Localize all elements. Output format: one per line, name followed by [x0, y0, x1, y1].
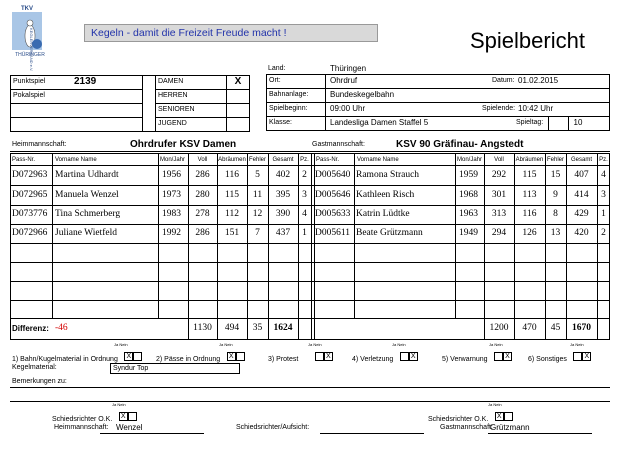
check-nein-box[interactable]: X: [503, 352, 512, 361]
klasse-label: Klasse:: [269, 119, 292, 126]
spielende-value: 10:42 Uhr: [518, 104, 554, 113]
col-abr-home: Abräumen: [218, 157, 246, 163]
home-pass: D072963: [12, 170, 48, 180]
datum-label: Datum:: [492, 77, 515, 84]
guest-voll: 301: [491, 190, 507, 200]
home-name: Juliane Wietfeld: [55, 228, 117, 238]
guest-year: 1949: [459, 228, 478, 238]
home-team-name: Ohrdrufer KSV Damen: [130, 139, 237, 150]
guest-sign-label: Gastmannschaft:: [440, 424, 493, 431]
home-fehler: 5: [255, 170, 260, 180]
home-year: 1956: [162, 170, 181, 180]
check-label: 2) Pässe in Ordnung: [156, 356, 221, 363]
home-total-fehler: 35: [252, 323, 263, 333]
home-fehler: 7: [255, 228, 260, 238]
referee-ok-label: Schiedsrichter O.K.: [52, 416, 113, 423]
land-label: Land:: [268, 65, 286, 72]
col-voll-home: Voll: [197, 157, 208, 163]
referee-nein-box[interactable]: [128, 412, 137, 421]
home-name: Manuela Wenzel: [55, 190, 119, 200]
guest-pz: 3: [601, 190, 606, 200]
logo-sub: THÜRINGER: [15, 52, 45, 58]
difference-value: -46: [55, 323, 68, 333]
col-voll-guest: Voll: [494, 157, 504, 163]
home-sign-label: Heimmannschaft:: [54, 424, 109, 431]
col-fehler-guest: Fehler: [546, 157, 564, 163]
col-gesamt-guest: Gesamt: [570, 157, 592, 163]
guest-fehler: 8: [553, 209, 558, 219]
logo: [10, 6, 62, 72]
category-damen-mark: X: [234, 76, 242, 87]
home-pz: 3: [302, 190, 307, 200]
guest-voll: 294: [491, 228, 507, 238]
guest-voll: 292: [491, 170, 507, 180]
home-abr: 112: [225, 209, 239, 219]
guest-total-fehler: 45: [550, 323, 561, 333]
guest-team-label: Gastmannschaft:: [312, 141, 365, 148]
ja-nein-header: Ja Nein: [112, 402, 126, 407]
col-year-guest: Mon/Jahr: [457, 157, 483, 163]
home-total-gesamt: 1624: [273, 323, 293, 333]
col-name-home: Vorname Name: [55, 157, 97, 163]
col-pz-home: Pz.: [300, 157, 309, 163]
page-title: Spielbericht: [470, 28, 585, 53]
col-pass-guest: Pass-Nr.: [316, 157, 340, 163]
home-pz: 4: [302, 209, 307, 219]
col-gesamt-home: Gesamt: [272, 157, 294, 163]
check-label: 6) Sonstiges: [528, 356, 567, 363]
home-total-voll: 1130: [193, 323, 212, 333]
spieltag-label: Spieltag:: [516, 119, 544, 126]
guest-pz: 4: [601, 170, 606, 180]
col-abr-guest: Abräumen: [515, 157, 544, 163]
punktspiel-value: 2139: [74, 76, 97, 87]
punktspiel-label: Punktspiel: [13, 78, 46, 85]
home-gesamt: 402: [275, 170, 291, 180]
ja-nein-header: Ja Nein: [392, 342, 406, 347]
home-gesamt: 390: [275, 209, 291, 219]
logo-side: KEGLERVERBAND e.V.: [29, 28, 34, 72]
ja-nein-header: Ja Nein: [488, 402, 502, 407]
guest-team-name: KSV 90 Gräfinau- Angstedt: [396, 139, 524, 150]
guest-name: Beate Grützmann: [356, 228, 423, 238]
guest-pass: D005646: [315, 190, 351, 200]
check-item: [12, 343, 142, 361]
ja-nein-header: Ja Nein: [219, 342, 233, 347]
home-pass: D073776: [12, 209, 48, 219]
ort-value: Ohrdruf: [330, 76, 358, 85]
home-voll: 286: [195, 170, 210, 180]
guest-gesamt: 407: [574, 170, 589, 180]
home-pass: D072965: [12, 190, 48, 200]
check-nein-box[interactable]: X: [324, 352, 333, 361]
ja-nein-header: Ja Nein: [570, 342, 584, 347]
guest-pass: D005611: [315, 228, 351, 238]
guest-fehler: 13: [550, 228, 561, 238]
col-fehler-home: Fehler: [248, 157, 266, 163]
ja-nein-header: Ja Nein: [114, 342, 128, 347]
score-table: [10, 153, 610, 340]
home-abr: 115: [225, 190, 239, 200]
guest-sign-value: Grützmann: [490, 423, 530, 432]
guest-name: Katrin Lüdtke: [356, 209, 410, 219]
spielbeginn-value: 09:00 Uhr: [330, 104, 366, 113]
guest-name: Kathleen Risch: [356, 190, 415, 200]
referee-ok-label: Schiedsrichter O.K.: [428, 416, 489, 423]
guest-abr: 113: [522, 190, 537, 200]
guest-gesamt: 420: [574, 228, 589, 238]
check-ja-box[interactable]: [573, 352, 582, 361]
category-senioren: SENIOREN: [158, 106, 195, 113]
home-pz: 1: [302, 228, 307, 238]
spielbeginn-label: Spielbeginn:: [269, 105, 308, 112]
category-herren: HERREN: [158, 92, 188, 99]
referee-ok-left: [52, 403, 137, 421]
pokalspiel-label: Pokalspiel: [13, 92, 45, 99]
home-gesamt: 437: [275, 228, 291, 238]
check-ja-box[interactable]: X: [227, 352, 236, 361]
guest-gesamt: 429: [574, 209, 589, 219]
datum-value: 01.02.2015: [518, 76, 559, 85]
check-label: 1) Bahn/Kugelmaterial in Ordnung: [12, 356, 118, 363]
home-voll: 278: [195, 209, 210, 219]
difference-label: Differenz:: [12, 324, 49, 333]
home-pass: D072966: [12, 228, 48, 238]
guest-year: 1968: [459, 190, 478, 200]
check-item: [442, 343, 512, 361]
guest-total-abr: 470: [522, 323, 537, 333]
check-label: 3) Protest: [268, 356, 299, 363]
check-nein-box[interactable]: X: [582, 352, 591, 361]
kegelmaterial-value[interactable]: Syndur Top: [110, 363, 240, 374]
slogan: Kegeln - damit die Freizeit Freude macht !: [91, 27, 287, 39]
guest-abr: 115: [522, 170, 537, 180]
referee-sign-label: Schiedsrichter/Aufsicht:: [236, 424, 310, 431]
check-nein-box[interactable]: X: [409, 352, 418, 361]
check-label: 5) Verwarnung: [442, 356, 488, 363]
home-year: 1983: [162, 209, 181, 219]
col-name-guest: Vorname Name: [357, 157, 399, 163]
land-value: Thüringen: [330, 64, 367, 73]
check-ja-box[interactable]: [400, 352, 409, 361]
spielende-label: Spielende:: [482, 105, 516, 112]
guest-voll: 313: [491, 209, 507, 219]
ort-label: Ort:: [269, 77, 281, 84]
kegelmaterial-label: Kegelmaterial:: [12, 364, 57, 371]
guest-total-gesamt: 1670: [572, 323, 591, 333]
guest-pass: D005633: [315, 209, 351, 219]
check-item: [528, 343, 591, 361]
check-item: [156, 343, 245, 361]
home-fehler: 12: [252, 209, 263, 219]
home-sign-value: Wenzel: [116, 423, 143, 432]
home-year: 1973: [162, 190, 181, 200]
home-name: Tina Schmerberg: [55, 209, 121, 219]
home-abr: 151: [224, 228, 240, 238]
check-nein-box[interactable]: [236, 352, 245, 361]
guest-abr: 116: [522, 209, 537, 219]
guest-fehler: 9: [553, 190, 558, 200]
logo-letters: TKV: [21, 6, 33, 12]
referee-ja-box[interactable]: X: [495, 412, 504, 421]
slogan-bar: [84, 24, 378, 42]
home-year: 1992: [162, 228, 181, 238]
home-gesamt: 395: [275, 190, 291, 200]
guest-pz: 2: [601, 228, 606, 238]
home-voll: 286: [195, 228, 210, 238]
home-voll: 280: [195, 190, 210, 200]
guest-gesamt: 414: [574, 190, 589, 200]
home-team-label: Heimmannschaft:: [12, 141, 67, 148]
guest-pass: D005640: [315, 170, 351, 180]
ja-nein-header: Ja Nein: [489, 342, 503, 347]
col-pass-home: Pass-Nr.: [12, 157, 36, 163]
check-item: [352, 343, 418, 361]
home-fehler: 11: [252, 190, 263, 200]
category-jugend: JUGEND: [158, 120, 187, 127]
home-pz: 2: [302, 170, 307, 180]
referee-ja-box[interactable]: X: [119, 412, 128, 421]
check-ja-box[interactable]: [494, 352, 503, 361]
col-pz-guest: Pz.: [599, 157, 608, 163]
referee-nein-box[interactable]: [504, 412, 513, 421]
klasse-value: Landesliga Damen Staffel 5: [330, 118, 429, 127]
ja-nein-header: Ja Nein: [308, 342, 322, 347]
check-label: 4) Verletzung: [352, 356, 394, 363]
check-ja-box[interactable]: [315, 352, 324, 361]
home-total-abr: 494: [224, 323, 240, 333]
col-year-home: Mon/Jahr: [160, 157, 186, 163]
guest-abr: 126: [522, 228, 537, 238]
bahnanlage-value: Bundeskegelbahn: [330, 90, 395, 99]
guest-year: 1959: [459, 170, 478, 180]
check-nein-box[interactable]: [133, 352, 142, 361]
guest-pz: 1: [601, 209, 606, 219]
guest-year: 1963: [459, 209, 478, 219]
check-item: [268, 343, 333, 361]
home-abr: 116: [225, 170, 239, 180]
referee-ok-right: [428, 403, 513, 421]
guest-fehler: 15: [550, 170, 561, 180]
category-damen: DAMEN: [158, 78, 184, 85]
bahnanlage-label: Bahnanlage:: [269, 91, 309, 98]
guest-name: Ramona Strauch: [356, 170, 420, 180]
spieltag-value: 10: [573, 118, 583, 127]
guest-total-voll: 1200: [489, 323, 509, 333]
bemerkungen-label: Bemerkungen zu:: [12, 378, 67, 385]
home-name: Martina Udhardt: [55, 170, 119, 180]
check-ja-box[interactable]: X: [124, 352, 133, 361]
